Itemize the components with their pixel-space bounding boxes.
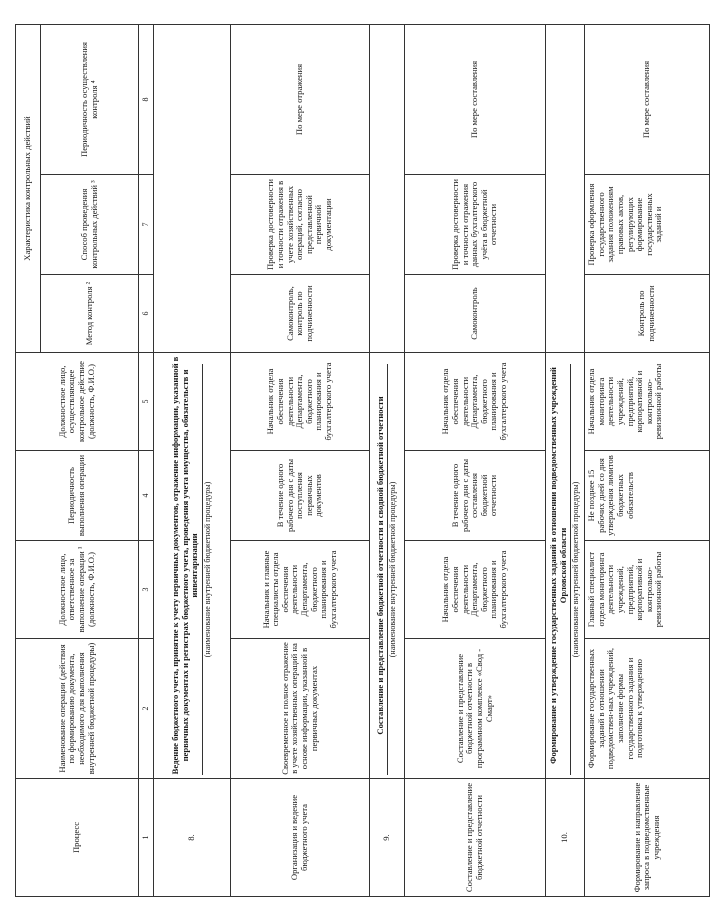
cell-responsible: Начальник и главные специалисты отдела обеспечения деятельности Департамента, бюджетного планирования и бухгалтерского учета	[231, 541, 370, 639]
cell-responsible: Начальник отдела обеспечения деятельности Департамента, бюджетного планирования и бухгалтерского учета	[405, 541, 546, 639]
cell-method: Самоконтроль	[405, 275, 546, 353]
section-header-row	[154, 25, 231, 897]
cell-way: Проверка достоверности и точности отражения данных бухгалтерского учёта в бюджетной отчетности	[405, 175, 546, 275]
section-blank-cell	[154, 25, 231, 353]
column-number: 7	[139, 175, 154, 275]
header-control-period: Периодичность осуществления контроля ⁴	[41, 25, 139, 175]
column-number: 6	[139, 275, 154, 353]
header-operation: Наименование операции (действия по формированию документа, необходимого для выполнения внутренней бюджетной процедуры)	[16, 639, 139, 779]
control-actions-table	[15, 24, 710, 897]
cell-operation: Составление и представление бюджетной отчетности в программном комплексе «Свод - Смарт»	[405, 639, 546, 779]
section-title-cell	[546, 353, 585, 779]
header-row	[16, 25, 41, 897]
table-row	[405, 25, 546, 897]
column-number: 5	[139, 353, 154, 451]
cell-method: Самоконтроль, контроль по подчиненности	[231, 275, 370, 353]
cell-way: Проверка оформления государственного задания положениям правовых актов, регулирующих формирование государственных заданий и	[585, 175, 710, 275]
cell-periodicity: Не позднее 15 рабочих дней со дня утверждения лимитов бюджетных обязательств	[585, 451, 710, 541]
cell-controller: Начальник отдела обеспечения деятельности Департамента, бюджетного планирования и бухгалтерского учета	[405, 353, 546, 451]
cell-method: Контроль по подчиненности	[585, 275, 710, 353]
section-header-row	[546, 25, 585, 897]
section-subtitle: (наименование внутренней бюджетной процедуры)	[570, 364, 581, 775]
cell-periodicity: В течение одного рабочего дня с даты поступления первичных документов	[231, 451, 370, 541]
header-method: Метод контроля ²	[41, 275, 139, 353]
cell-operation: Своевременное и полное отражение в учете хозяйственных операций на основе информации, указанной в первичных документах	[231, 639, 370, 779]
column-number: 3	[139, 541, 154, 639]
section-title-cell	[370, 353, 405, 779]
header-process: Процесс	[16, 779, 139, 897]
section-number: 10.	[546, 779, 585, 897]
column-number: 4	[139, 451, 154, 541]
cell-process: Формирование и направление запроса в подведомственные учреждения	[585, 779, 710, 897]
header-way: Способ проведения контрольных действий ³	[41, 175, 139, 275]
header-controller: Должностное лицо, осуществляющее контрольное действие (должность, Ф.И.О.)	[16, 353, 139, 451]
cell-way: Проверка достоверности и точности отражения в учете хозяйственных операций, согласно представленной первичной документации	[231, 175, 370, 275]
cell-controller: Начальник отдела обеспечения деятельности Департамента, бюджетного планирования и бухгалтерского учета	[231, 353, 370, 451]
cell-control-period: По мере отражения	[231, 25, 370, 175]
cell-control-period: По мере составления	[585, 25, 710, 175]
cell-operation: Формирование государственных заданий в отношении подведомствен-ных учреждений, заполнение формы государственного задания и подготовка к утверждению	[585, 639, 710, 779]
column-number: 8	[139, 25, 154, 175]
section-number: 9.	[370, 779, 405, 897]
cell-process: Организация и ведение бюджетного учета	[231, 779, 370, 897]
column-number: 1	[139, 779, 154, 897]
section-blank-cell	[370, 25, 405, 353]
section-header-row	[370, 25, 405, 897]
cell-responsible: Главный специалист отдела мониторинга деятельности учреждений, предприятий, корпоративной и контрольно-ревизионной работы	[585, 541, 710, 639]
section-blank-cell	[546, 25, 585, 353]
column-number: 2	[139, 639, 154, 779]
header-control-group: Характеристика контрольных действий	[16, 25, 41, 353]
header-periodicity: Периодичность выполнения операции	[16, 451, 139, 541]
cell-periodicity: В течение одного рабочего дня с даты составления бюджетной отчетности	[405, 451, 546, 541]
section-title: Формирование и утверждение государственных заданий в отношении подведомственных учреждений Орловской области	[547, 367, 568, 764]
table-row	[585, 25, 710, 897]
table-row	[231, 25, 370, 897]
section-subtitle: (наименование внутренней бюджетной процедуры)	[387, 364, 398, 775]
section-title-cell	[154, 353, 231, 779]
section-subtitle: (наименование внутренней бюджетной процедуры)	[202, 364, 213, 775]
header-responsible: Должностное лицо, ответственное за выполнение операции ¹ (должность, Ф.И.О.)	[16, 541, 139, 639]
section-title: Ведение бюджетного учета, принятие к учету первичных документов, отражение информации, указанной в первичных документах и регистрах бюджетного учета, проведения учета имущества, обязательств и инвентаризации	[170, 356, 200, 775]
cell-controller: Начальник отдела мониторинга деятельности учреждений, предприятий, корпоративной и контрольно-ревизионной работы	[585, 353, 710, 451]
cell-process: Составление и представление бюджетной отчетности	[405, 779, 546, 897]
cell-control-period: По мере составления	[405, 25, 546, 175]
section-title: Составление и представление бюджетной отчетности и сводной бюджетной отчетности	[374, 396, 385, 735]
section-number: 8.	[154, 779, 231, 897]
column-number-row	[139, 25, 154, 897]
